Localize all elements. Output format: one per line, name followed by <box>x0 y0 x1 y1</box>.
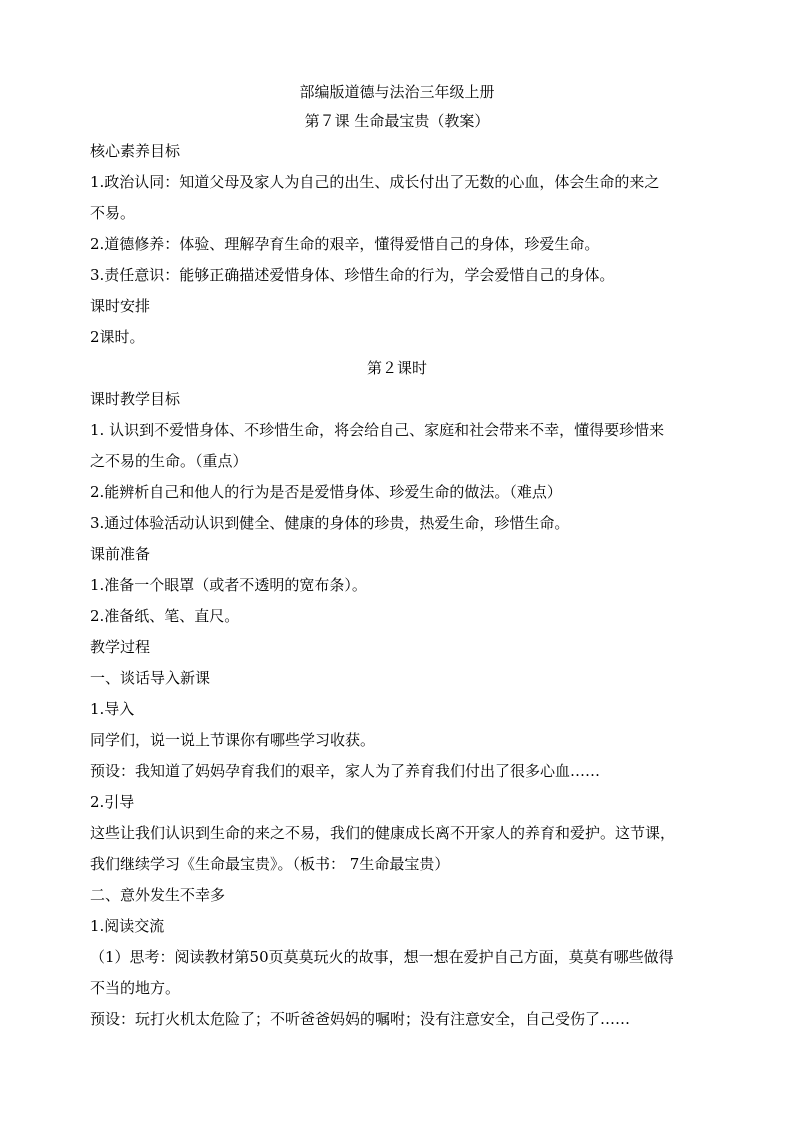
core-goal-1-line-1: 1.政治认同：知道父母及家人为自己的出生、成长付出了无数的心血，体会生命的来之 <box>90 173 660 191</box>
lesson-goal-2: 2.能辨析自己和他人的行为是否是爱惜身体、珍爱生命的做法。（难点） <box>90 483 562 501</box>
lesson-goal-1-line-1: 1. 认识到不爱惜身体、不珍惜生命，将会给自己、家庭和社会带来不幸，懂得要珍惜来 <box>90 421 665 439</box>
process-heading: 教学过程 <box>90 638 151 656</box>
core-goal-2: 2.道德修养：体验、理解孕育生命的艰辛，懂得爱惜自己的身体，珍爱生命。 <box>90 235 600 253</box>
process-step-3-line-2: 不当的地方。 <box>90 979 181 997</box>
lesson-goal-3: 3.通过体验活动认识到健全、健康的身体的珍贵，热爱生命，珍惜生命。 <box>90 514 570 532</box>
core-goal-3: 3.责任意识：能够正确描述爱惜身体、珍惜生命的行为，学会爱惜自己的身体。 <box>90 266 615 284</box>
preparation-heading: 课前准备 <box>90 545 151 563</box>
lesson-period-heading: 第２课时 <box>366 359 427 377</box>
schedule-heading: 课时安排 <box>90 297 151 315</box>
lesson-title: 第７课 生命最宝贵（教案） <box>304 112 490 130</box>
process-step-3-preset: 预设：玩打火机太危险了；不听爸爸妈妈的嘱咐；没有注意安全，自己受伤了…… <box>90 1010 631 1028</box>
process-step-3-line-1: （1）思考：阅读教材第50页莫莫玩火的故事，想一想在爱护自己方面，莫莫有哪些做得 <box>90 948 674 966</box>
process-step-2-title: 2.引导 <box>90 793 135 811</box>
schedule-text: 2课时。 <box>90 328 145 346</box>
process-step-2-line-1: 这些让我们认识到生命的来之不易，我们的健康成长离不开家人的养育和爱护。这节课， <box>90 824 676 842</box>
document-title: 部编版道德与法治三年级上册 <box>299 83 495 101</box>
process-step-3-title: 1.阅读交流 <box>90 917 165 935</box>
process-step-1-title: 1.导入 <box>90 700 135 718</box>
core-goals-heading: 核心素养目标 <box>90 142 181 160</box>
process-part-2-title: 二、意外发生不幸多 <box>90 886 226 904</box>
process-step-2-line-2: 我们继续学习《生命最宝贵》。（板书： 7生命最宝贵） <box>90 855 450 873</box>
process-part-1-title: 一、谈话导入新课 <box>90 669 211 687</box>
process-step-1-text: 同学们，说一说上节课你有哪些学习收获。 <box>90 731 376 749</box>
preparation-item-1: 1.准备一个眼罩（或者不透明的宽布条）。 <box>90 576 367 594</box>
process-step-1-preset: 预设：我知道了妈妈孕育我们的艰辛，家人为了养育我们付出了很多心血…… <box>90 762 601 780</box>
lesson-goal-1-line-2: 之不易的生命。（重点） <box>90 452 248 470</box>
preparation-item-2: 2.准备纸、笔、直尺。 <box>90 607 240 625</box>
lesson-goals-heading: 课时教学目标 <box>90 390 181 408</box>
core-goal-1-line-2: 不易。 <box>90 204 136 222</box>
document-body <box>90 78 704 1035</box>
